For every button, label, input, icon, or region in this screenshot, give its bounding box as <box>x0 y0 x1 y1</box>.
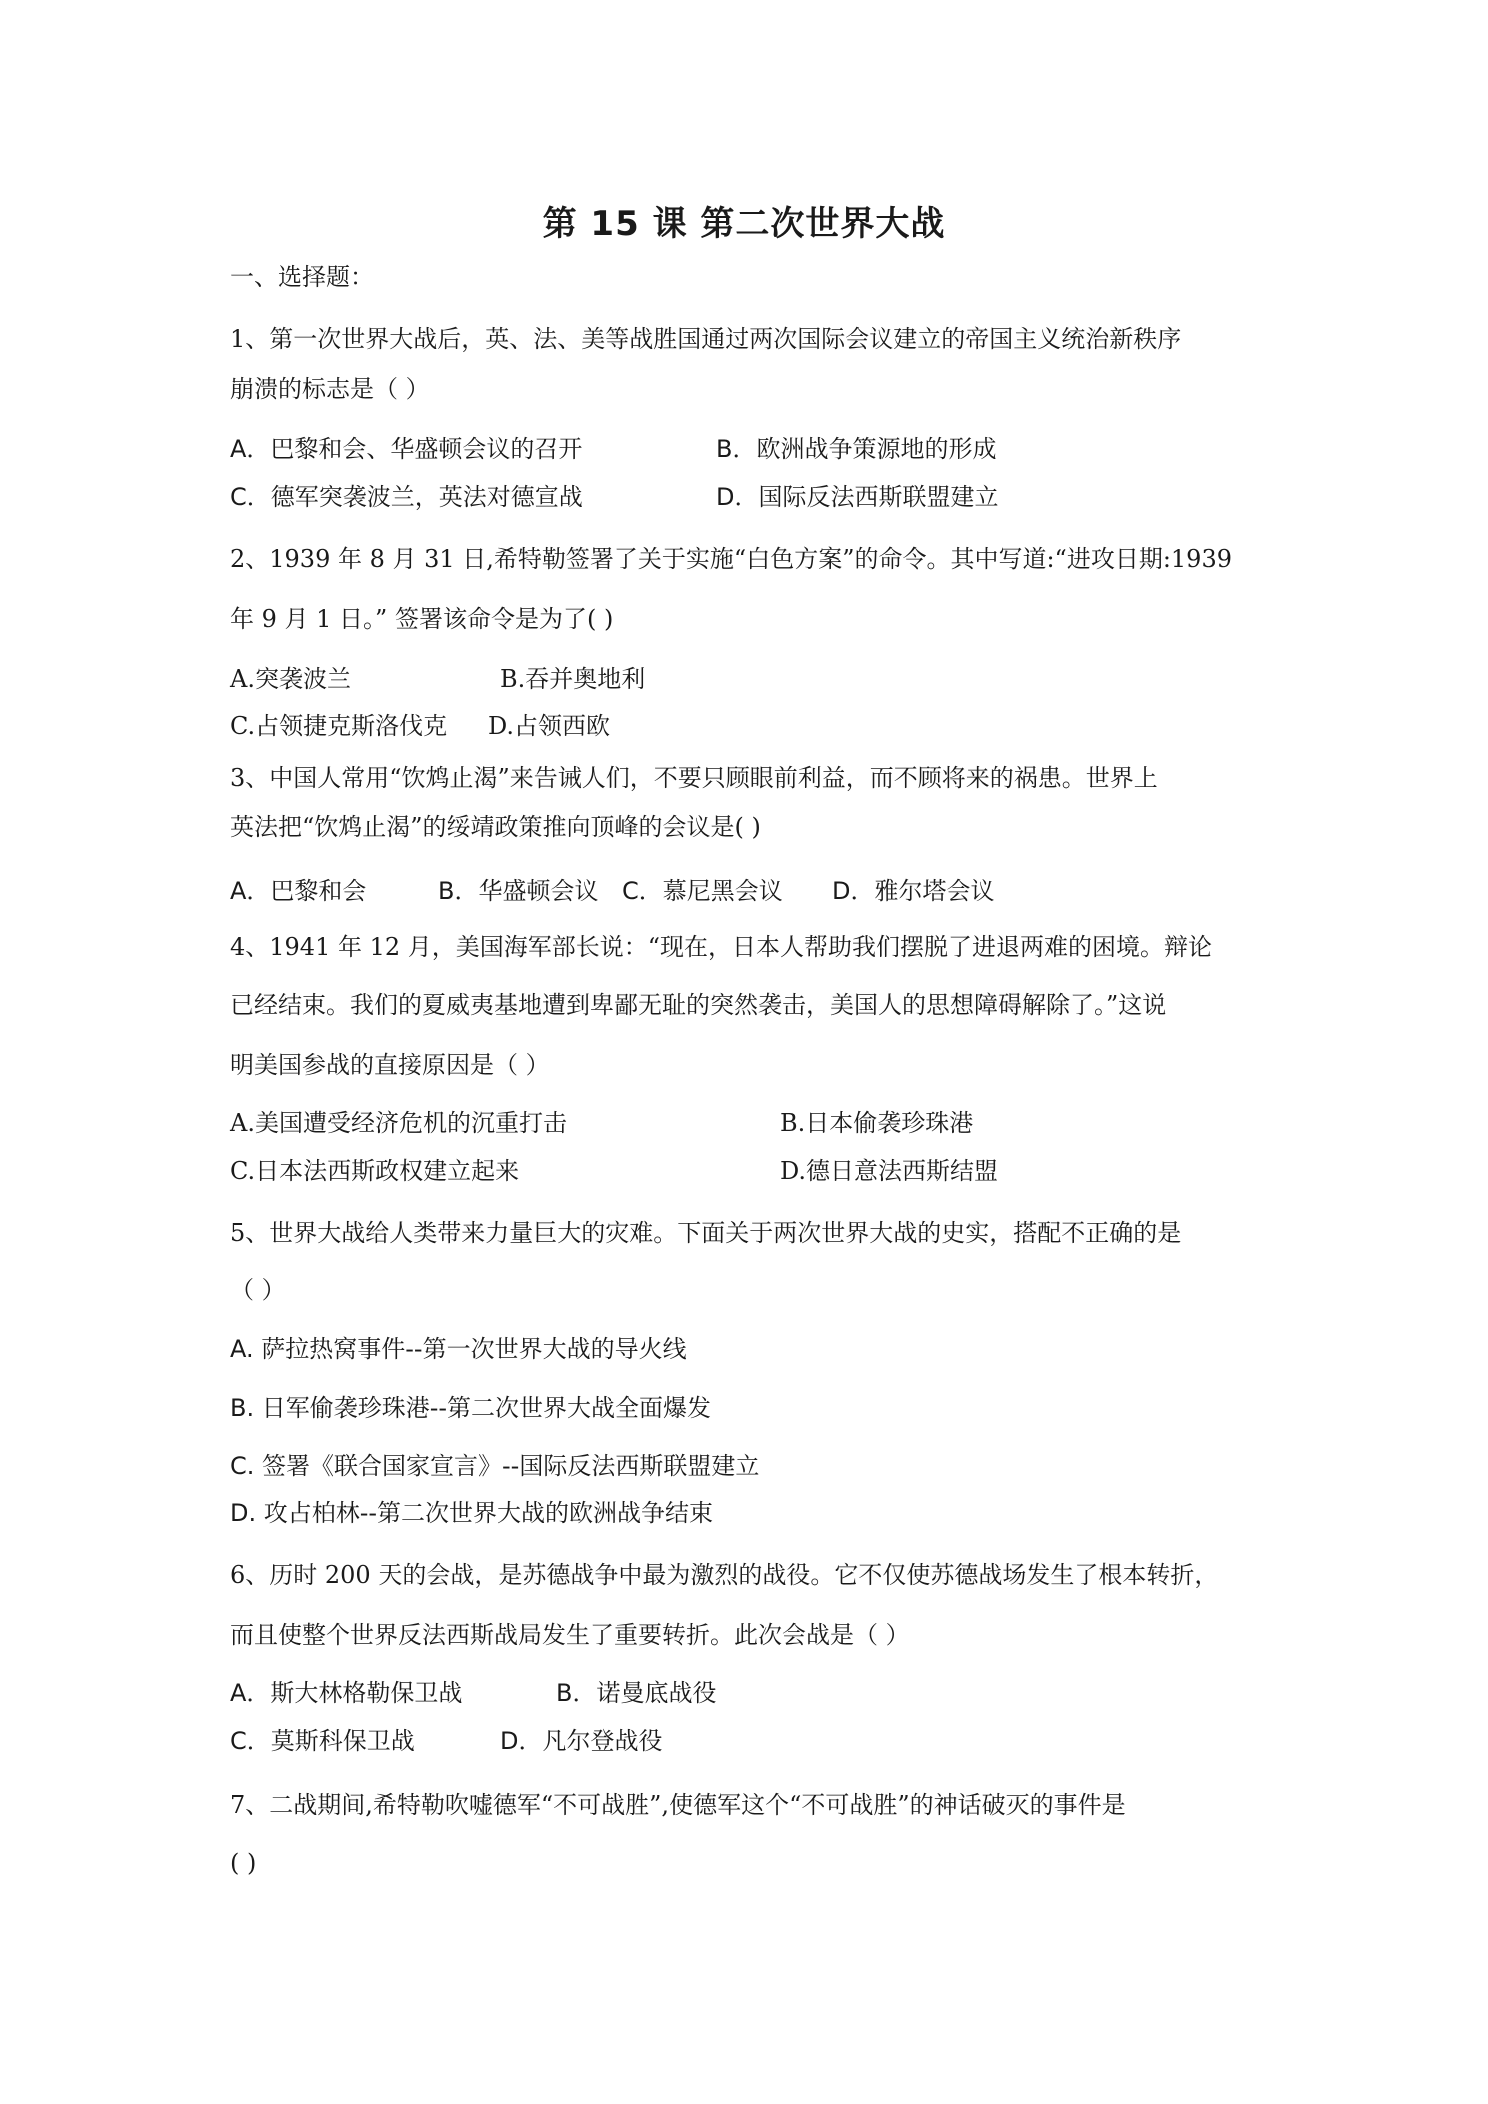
question-2-option-c: C.占领捷克斯洛伐克 <box>230 712 448 740</box>
question-1-option-c: C．德军突袭波兰，英法对德宣战 <box>230 483 583 511</box>
question-2-option-b: B.吞并奥地利 <box>500 665 646 693</box>
question-5-option-d: D. 攻占柏林--第二次世界大战的欧洲战争结束 <box>230 1499 714 1527</box>
question-1-option-a: A．巴黎和会、华盛顿会议的召开 <box>230 435 583 463</box>
question-4-option-a: A.美国遭受经济危机的沉重打击 <box>230 1109 567 1137</box>
question-5-option-b: B. 日军偷袭珍珠港--第二次世界大战全面爆发 <box>230 1394 712 1422</box>
question-5-line-1: 5、世界大战给人类带来力量巨大的灾难。下面关于两次世界大战的史实，搭配不正确的是 <box>230 1219 1182 1247</box>
question-6-option-a: A．斯大林格勒保卫战 <box>230 1679 463 1707</box>
section-heading: 一、选择题： <box>230 263 374 291</box>
question-7-line-2: ( ) <box>230 1849 257 1877</box>
page-title: 第 15 课 第二次世界大战 <box>542 204 946 244</box>
question-2-line-1: 2、1939 年 8 月 31 日,希特勒签署了关于实施“白色方案”的命令。其中写道:“进攻日期:1939 <box>230 545 1232 573</box>
question-1-line-2: 崩溃的标志是（ ） <box>230 375 430 403</box>
question-5-option-c: C. 签署《联合国家宣言》--国际反法西斯联盟建立 <box>230 1452 760 1480</box>
question-4-option-c: C.日本法西斯政权建立起来 <box>230 1157 520 1185</box>
question-4-line-3: 明美国参战的直接原因是（ ） <box>230 1051 550 1079</box>
question-3-option-a: A．巴黎和会 <box>230 877 367 905</box>
question-6-line-1: 6、历时 200 天的会战，是苏德战争中最为激烈的战役。它不仅使苏德战场发生了根本转折， <box>230 1561 1219 1589</box>
question-4-option-d: D.德日意法西斯结盟 <box>780 1157 999 1185</box>
question-4-option-b: B.日本偷袭珍珠港 <box>780 1109 974 1137</box>
question-7-line-1: 7、二战期间,希特勒吹嘘德军“不可战胜”,使德军这个“不可战胜”的神话破灭的事件是 <box>230 1791 1126 1819</box>
question-3-option-b: B．华盛顿会议 <box>438 877 599 905</box>
question-2-option-d: D.占领西欧 <box>488 712 611 740</box>
question-1-option-b: B．欧洲战争策源地的形成 <box>716 435 997 463</box>
question-6-option-b: B．诺曼底战役 <box>556 1679 717 1707</box>
question-6-option-c: C．莫斯科保卫战 <box>230 1727 415 1755</box>
question-6-line-2: 而且使整个世界反法西斯战局发生了重要转折。此次会战是（ ） <box>230 1621 910 1649</box>
question-3-option-d: D．雅尔塔会议 <box>832 877 995 905</box>
question-1-option-d: D．国际反法西斯联盟建立 <box>716 483 999 511</box>
question-5-option-a: A. 萨拉热窝事件--第一次世界大战的导火线 <box>230 1335 687 1363</box>
question-4-line-1: 4、1941 年 12 月，美国海军部长说：“现在，日本人帮助我们摆脱了进退两难的困境。辩论 <box>230 933 1213 961</box>
question-4-line-2: 已经结束。我们的夏威夷基地遭到卑鄙无耻的突然袭击，美国人的思想障碍解除了。”这说 <box>230 991 1167 1019</box>
question-3-option-c: C．慕尼黑会议 <box>622 877 783 905</box>
question-3-line-2: 英法把“饮鸩止渴”的绥靖政策推向顶峰的会议是( ) <box>230 813 761 841</box>
question-3-line-1: 3、中国人常用“饮鸩止渴”来告诫人们，不要只顾眼前利益，而不顾将来的祸患。世界上 <box>230 764 1158 792</box>
question-2-option-a: A.突袭波兰 <box>230 665 351 693</box>
question-5-line-2: （ ） <box>230 1276 286 1304</box>
question-6-option-d: D．凡尔登战役 <box>500 1727 663 1755</box>
question-1-line-1: 1、第一次世界大战后，英、法、美等战胜国通过两次国际会议建立的帝国主义统治新秩序 <box>230 325 1182 353</box>
question-2-line-2: 年 9 月 1 日。” 签署该命令是为了( ) <box>230 605 614 633</box>
